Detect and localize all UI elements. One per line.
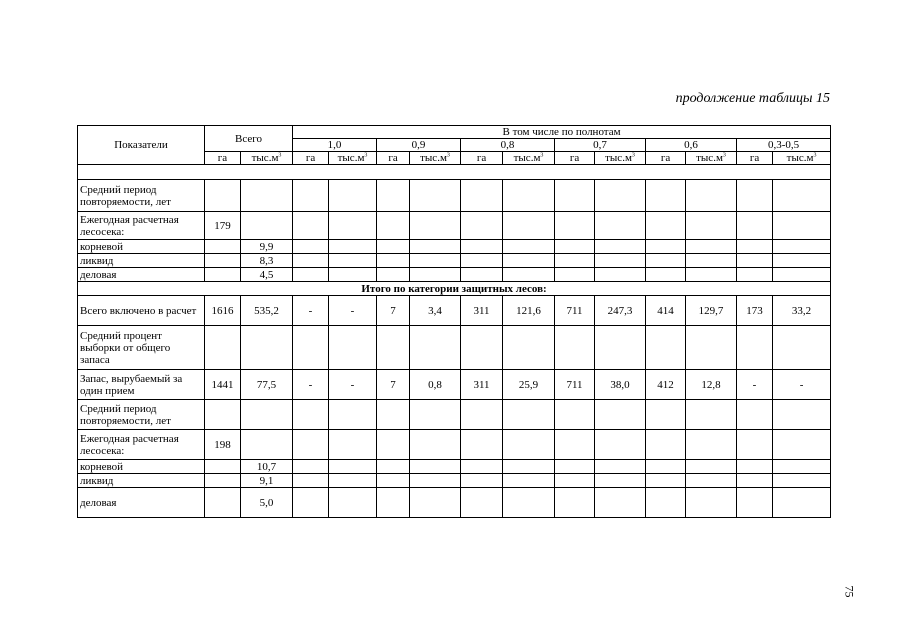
table-cell [503,474,555,488]
table-cell [595,212,646,240]
table-cell: 198 [205,430,241,460]
table-cell: 9,1 [241,474,293,488]
table-cell: 7 [377,370,410,400]
header-unit-volume [410,152,461,165]
table-cell [646,460,686,474]
table-cell [686,474,737,488]
header-unit-volume [241,152,293,165]
table-cell [646,180,686,212]
table-cell [555,326,595,370]
table-cell [595,430,646,460]
table-cell: 10,7 [241,460,293,474]
table-cell: - [293,296,329,326]
table-cell [686,180,737,212]
table-cell [595,488,646,518]
table-row [78,474,831,488]
table-cell [377,240,410,254]
table-cell: - [293,370,329,400]
table-cell: 173 [737,296,773,326]
table-cell [461,180,503,212]
unit-volume-text: тыс.м [605,152,632,164]
header-total: Всего [205,126,293,152]
table-cell: 33,2 [773,296,831,326]
table-cell [686,326,737,370]
table-cell [503,268,555,282]
table-cell [555,488,595,518]
table-cell: 4,5 [241,268,293,282]
table-cell [503,212,555,240]
table-cell [595,474,646,488]
table-cell [555,254,595,268]
table-cell [410,180,461,212]
table-cell [737,240,773,254]
table-cell [646,474,686,488]
row-label: ликвид [78,254,205,268]
table-cell [205,326,241,370]
table-cell [329,326,377,370]
table-cell [773,474,831,488]
table-cell [377,430,410,460]
unit-volume-exponent: 3 [278,152,282,159]
table-row [78,460,831,474]
table-cell [686,400,737,430]
table-cell [241,212,293,240]
table-cell [293,180,329,212]
table-cell [377,268,410,282]
table-cell [461,460,503,474]
table-cell [410,430,461,460]
table-cell [293,212,329,240]
table-cell [329,430,377,460]
row-label: деловая [78,488,205,518]
table-cell [773,212,831,240]
table-cell [555,474,595,488]
table-cell [461,212,503,240]
table-cell [686,268,737,282]
unit-volume-text: тыс.м [251,152,279,164]
table-cell [329,460,377,474]
table-cell [241,326,293,370]
table-cell [377,400,410,430]
table-cell: 247,3 [595,296,646,326]
table-cell [595,240,646,254]
header-unit-volume [595,152,646,165]
table-cell [410,460,461,474]
table-cell [205,474,241,488]
table-cell [205,254,241,268]
table-cell [737,460,773,474]
table-cell [461,268,503,282]
table-cell [377,474,410,488]
table-cell [329,474,377,488]
table-cell [205,240,241,254]
table-cell [646,430,686,460]
table-cell [503,430,555,460]
header-indicators: Показатели [78,126,205,165]
table-cell [773,254,831,268]
table-cell [773,400,831,430]
header-unit-ha: га [646,152,686,165]
table-cell [686,488,737,518]
table-cell [205,460,241,474]
table-row [78,370,831,400]
row-label: деловая [78,268,205,282]
unit-volume-text: тыс.м [696,152,723,164]
table-cell [377,180,410,212]
table-cell: 0,8 [410,370,461,400]
table-cell [555,212,595,240]
table-cell [686,460,737,474]
table-cell: 311 [461,370,503,400]
header-by-density: В том числе по полнотам [293,126,831,139]
header-unit-ha: га [737,152,773,165]
header-unit-ha: га [555,152,595,165]
table-cell [241,400,293,430]
header-unit-volume [773,152,831,165]
table-cell [686,240,737,254]
table-cell [646,212,686,240]
table-cell: 3,4 [410,296,461,326]
table-cell: 9,9 [241,240,293,254]
table-row [78,296,831,326]
table-cell: - [329,296,377,326]
table-cell [293,488,329,518]
table-cell: 311 [461,296,503,326]
header-density-group: 1,0 [293,139,377,152]
table-cell [410,212,461,240]
table-cell [737,430,773,460]
table-cell: - [737,370,773,400]
table-cell [503,254,555,268]
table-cell [410,254,461,268]
unit-volume-text: тыс.м [513,152,541,164]
row-label: Ежегодная расчетная лесосека: [78,212,205,240]
table-cell: 25,9 [503,370,555,400]
row-label: Ежегодная расчетная лесосека: [78,430,205,460]
table-cell [503,180,555,212]
row-label: Средний период повторяемости, лет [78,180,205,212]
table-cell [646,268,686,282]
table-cell [410,488,461,518]
table-cell: 535,2 [241,296,293,326]
table-cell [773,326,831,370]
table-cell [737,326,773,370]
table-cell [503,326,555,370]
table-cell: - [329,370,377,400]
table-cell [595,254,646,268]
table-cell [205,400,241,430]
table-cell [555,240,595,254]
row-label: Запас, вырубаемый за один прием [78,370,205,400]
table-cell [293,460,329,474]
table-cell: 77,5 [241,370,293,400]
table-cell [377,326,410,370]
table-cell [773,240,831,254]
table-cell [773,488,831,518]
table-cell: - [773,370,831,400]
table-row [78,326,831,370]
table-cell [410,326,461,370]
table-cell [595,400,646,430]
table-cell [686,254,737,268]
blank-row [78,165,831,180]
unit-volume-exponent: 3 [813,152,817,159]
table-row [78,180,831,212]
table-cell [410,474,461,488]
unit-volume-exponent: 3 [722,152,726,159]
row-label: корневой [78,240,205,254]
row-label: ликвид [78,474,205,488]
header-density-group: 0,6 [646,139,737,152]
table-cell [737,488,773,518]
table-cell: 8,3 [241,254,293,268]
table-row [78,240,831,254]
table-cell [555,180,595,212]
table-cell [329,488,377,518]
table-cell [461,430,503,460]
table-cell [555,430,595,460]
header-density-group: 0,8 [461,139,555,152]
table-cell: 129,7 [686,296,737,326]
section-title: Итого по категории защитных лесов: [78,282,831,296]
header-density-group: 0,7 [555,139,646,152]
table-cell [329,212,377,240]
table-cell [205,488,241,518]
table-cell: 5,0 [241,488,293,518]
table-row [78,212,831,240]
table-cell: 7 [377,296,410,326]
table-cell [646,240,686,254]
table-cell [377,488,410,518]
table-cell: 38,0 [595,370,646,400]
table-cell [205,268,241,282]
forest-table [77,125,831,518]
table-cell [377,460,410,474]
table-cell [329,180,377,212]
table-cell [595,268,646,282]
table-cell [205,180,241,212]
table-cell [555,268,595,282]
table-cell: 12,8 [686,370,737,400]
table-row [78,488,831,518]
table-cell [329,400,377,430]
row-label: Средний период повторяемости, лет [78,400,205,430]
table-cell [241,430,293,460]
table-cell [773,180,831,212]
table-cell [737,254,773,268]
unit-volume-exponent: 3 [631,152,635,159]
table-cell [686,212,737,240]
table-cell [503,240,555,254]
table-cell [773,460,831,474]
table-row [78,430,831,460]
header-unit-ha: га [461,152,503,165]
table-cell [595,460,646,474]
table-cell [737,474,773,488]
table-caption: продолжение таблицы 15 [675,91,830,106]
unit-volume-text: тыс.м [420,152,447,164]
table-cell [503,460,555,474]
table-cell [646,326,686,370]
table-cell [410,268,461,282]
row-label: Средний процент выборки от общего запаса [78,326,205,370]
table-cell [329,254,377,268]
unit-volume-text: тыс.м [786,152,814,164]
table-cell [503,488,555,518]
table-cell [646,254,686,268]
table-cell [773,430,831,460]
table-row [78,268,831,282]
header-unit-volume [329,152,377,165]
table-cell [461,400,503,430]
header-unit-ha: га [377,152,410,165]
table-cell: 711 [555,370,595,400]
table-cell [595,326,646,370]
table-cell [555,400,595,430]
header-unit-ha: га [205,152,241,165]
table-cell [737,212,773,240]
table-cell [329,268,377,282]
unit-volume-exponent: 3 [364,152,368,159]
table-cell [461,254,503,268]
table-cell [461,326,503,370]
header-unit-volume [503,152,555,165]
table-cell [503,400,555,430]
unit-volume-exponent: 3 [540,152,544,159]
table-cell: 412 [646,370,686,400]
table-row [78,400,831,430]
table-cell [737,268,773,282]
table-cell [686,430,737,460]
table-cell [646,400,686,430]
table-cell [293,326,329,370]
page-number: 75 [842,585,857,598]
header-density-group: 0,3-0,5 [737,139,831,152]
row-label: корневой [78,460,205,474]
table-cell: 1616 [205,296,241,326]
table-cell [461,474,503,488]
table-cell [241,180,293,212]
table-cell: 1441 [205,370,241,400]
table-cell [293,474,329,488]
table-cell: 179 [205,212,241,240]
table-cell [293,400,329,430]
table-cell [461,488,503,518]
table-cell [410,400,461,430]
table-cell: 121,6 [503,296,555,326]
header-density-group: 0,9 [377,139,461,152]
table-cell [329,240,377,254]
unit-volume-text: тыс.м [337,152,365,164]
table-cell [293,430,329,460]
table-cell: 414 [646,296,686,326]
table-cell [737,400,773,430]
table-cell [595,180,646,212]
header-unit-ha: га [293,152,329,165]
table-cell [293,268,329,282]
unit-volume-exponent: 3 [446,152,450,159]
table-cell: 711 [555,296,595,326]
table-cell [293,240,329,254]
header-unit-volume [686,152,737,165]
table-cell [410,240,461,254]
table-cell [461,240,503,254]
table-cell [555,460,595,474]
table-cell [737,180,773,212]
table-cell [293,254,329,268]
table-row [78,254,831,268]
table-cell [377,212,410,240]
row-label: Всего включено в расчет [78,296,205,326]
table-cell [377,254,410,268]
table-cell [773,268,831,282]
table-cell [646,488,686,518]
